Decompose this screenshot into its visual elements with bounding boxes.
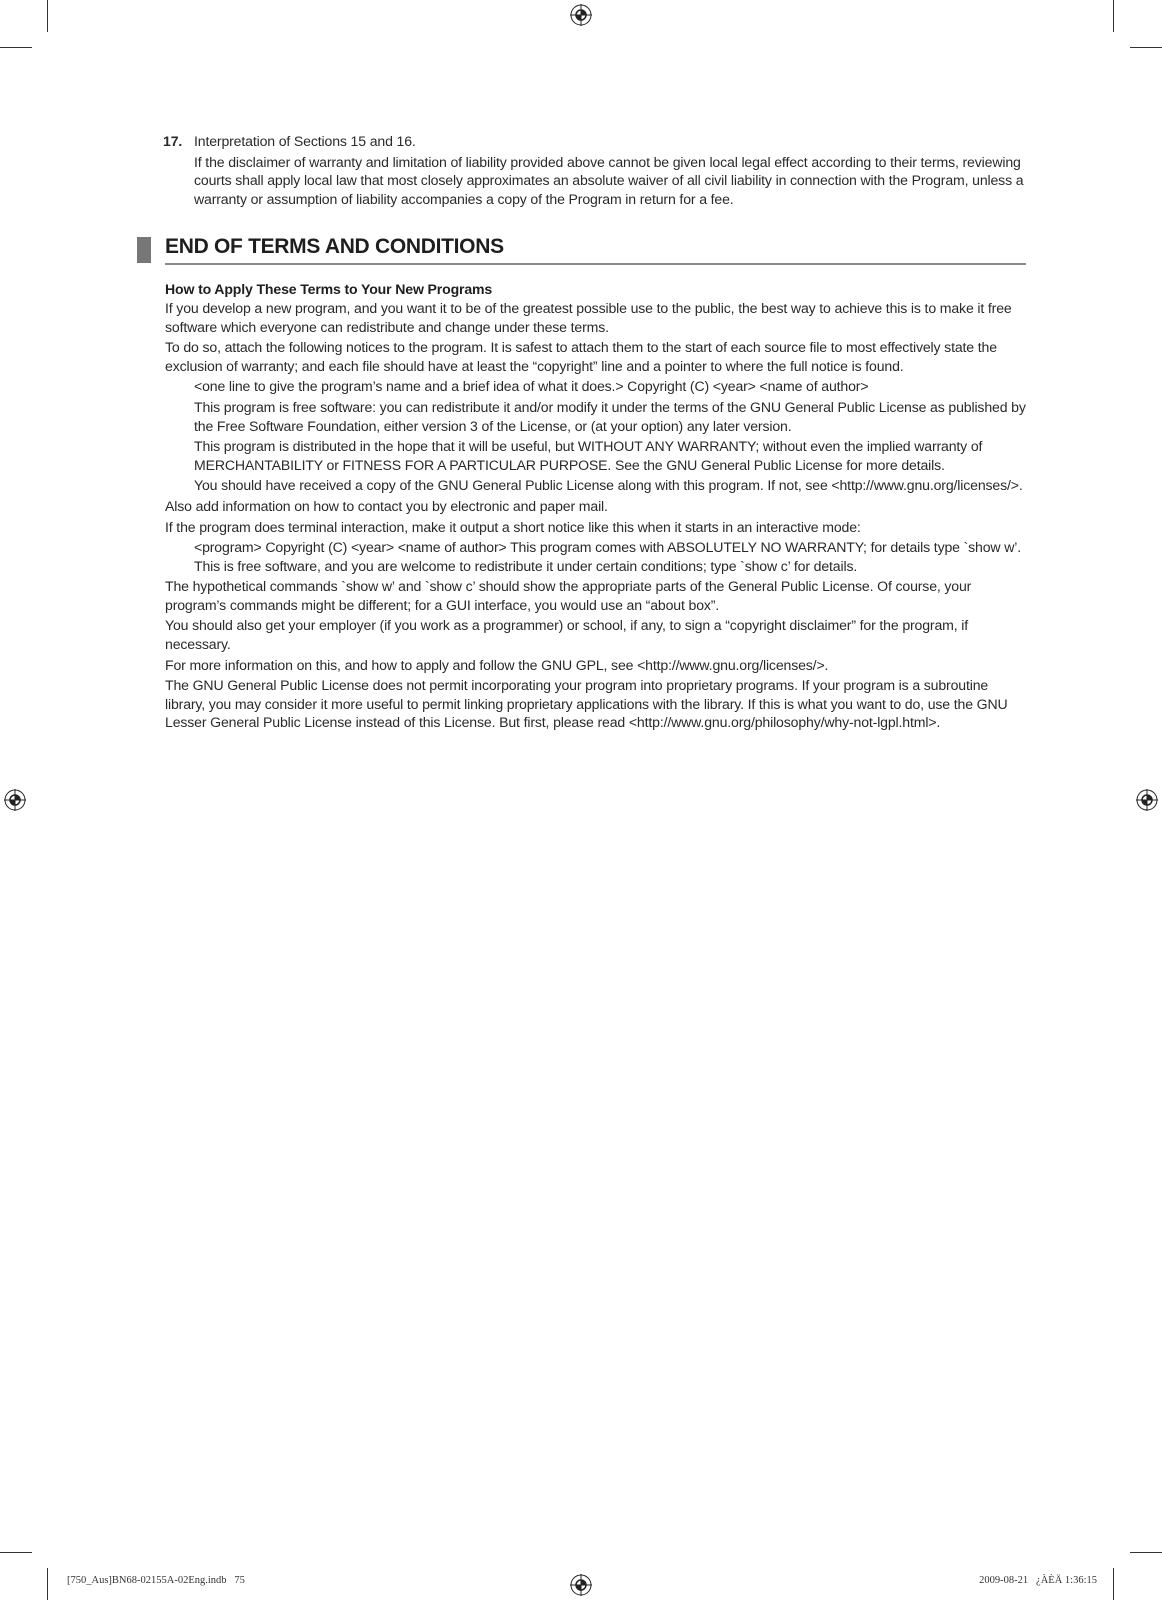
paragraph: You should also get your employer (if you work as a programmer) or school, if any, to sign a “copyright disclaimer” for the program, if necessary. bbox=[165, 617, 969, 653]
footer-timestamp: 2009-08-21 ¿ÀÈÄ 1:36:15 bbox=[979, 1575, 1097, 1586]
subheading: How to Apply These Terms to Your New Programs bbox=[165, 281, 493, 298]
crop-mark-top-left-v bbox=[47, 0, 48, 32]
paragraph: The GNU General Public License does not permit incorporating your program into proprietary programs. If your program is a subroutine library, you may consider it more useful to permit linking proprietary applications with the library. If this is what you want to do, use the GNU Lesser General Public License instead of this License. But first, please read <http://www.gnu.org/philosophy/why-not-lgpl.html>. bbox=[165, 677, 1008, 731]
notice-paragraph: This program is distributed in the hope that it will be useful, but WITHOUT ANY WARRANTY; without even the implied warranty of MERCHANTABILITY or FITNESS FOR A PARTICULAR PURPOSE. See the GNU General Public License for more details. bbox=[194, 438, 983, 473]
paragraph: If you develop a new program, and you want it to be of the greatest possible use to the public, the best way to achieve this is to make it free software which everyone can redistribute and change under these terms. bbox=[165, 299, 1012, 335]
crop-mark-bottom-left-h bbox=[0, 1552, 32, 1553]
crop-mark-bottom-right-h bbox=[1130, 1552, 1162, 1553]
notice-paragraph: This program is free software: you can redistribute it and/or modify it under the terms of the GNU General Public License as published by the Free Software Foundation, either version 3 of the License, or (at your option) any later version. bbox=[194, 398, 1026, 434]
paragraph: Also add information on how to contact you by electronic and paper mail. bbox=[165, 497, 608, 514]
paragraph: If the program does terminal interaction, make it output a short notice like this when it starts in an interactive mode: bbox=[165, 518, 861, 535]
crop-mark-bottom-right-v bbox=[1113, 1568, 1114, 1600]
heading-bar bbox=[137, 237, 151, 263]
notice-paragraph: You should have received a copy of the GNU General Public License along with this program. If not, see <http://www.gnu.org/licenses/>. bbox=[194, 477, 1023, 494]
notice-paragraph: <one line to give the program’s name and a brief idea of what it does.> Copyright (C) <year> <name of author> bbox=[194, 378, 869, 395]
page-content bbox=[165, 132, 1027, 734]
registration-mark-bottom-icon bbox=[570, 1574, 592, 1596]
crop-mark-top-right-h bbox=[1130, 47, 1162, 48]
registration-mark-left-icon bbox=[4, 789, 26, 811]
footer-file-info: [750_Aus]BN68-02155A-02Eng.indb 75 bbox=[67, 1575, 245, 1586]
section-heading bbox=[165, 235, 1026, 265]
section-body: If the disclaimer of warranty and limitation of liability provided above cannot be given local legal effect according to their terms, reviewing courts shall apply local law that most closely approximates an absolute waiver of all civil liability in connection with the Program, unless a warranty or assumption of liability accompanies a copy of the Program in return for a fee. bbox=[194, 153, 1024, 207]
crop-mark-bottom-left-v bbox=[47, 1568, 48, 1600]
notice-paragraph: <program> Copyright (C) <year> <name of author> This program comes with ABSOLUTELY NO WARRANTY; for details type `show w’. This is free software, and you are welcome to redistribute it under certain conditions; type `show c’ for details. bbox=[194, 539, 1022, 574]
section-number: 17. bbox=[163, 133, 183, 149]
registration-mark-right-icon bbox=[1136, 789, 1158, 811]
paragraph: For more information on this, and how to apply and follow the GNU GPL, see <http://www.gnu.org/licenses/>. bbox=[165, 656, 829, 673]
crop-mark-top-right-v bbox=[1113, 0, 1114, 32]
paragraph: The hypothetical commands `show w’ and `show c’ should show the appropriate parts of the General Public License. Of course, your program’s commands might be different; for a GUI interface, you would use an “about box”. bbox=[165, 578, 972, 613]
crop-mark-top-left-h bbox=[0, 47, 32, 48]
paragraph: To do so, attach the following notices to the program. It is safest to attach them to the start of each source file to most effectively state the exclusion of warranty; and each file should have at least the “copyright” line and a pointer to where the full notice is found. bbox=[165, 339, 997, 374]
section-17 bbox=[165, 132, 1027, 208]
page-heading: END OF TERMS AND CONDITIONS bbox=[165, 235, 504, 259]
registration-mark-top-icon bbox=[570, 4, 592, 26]
section-title: Interpretation of Sections 15 and 16. bbox=[194, 133, 416, 149]
